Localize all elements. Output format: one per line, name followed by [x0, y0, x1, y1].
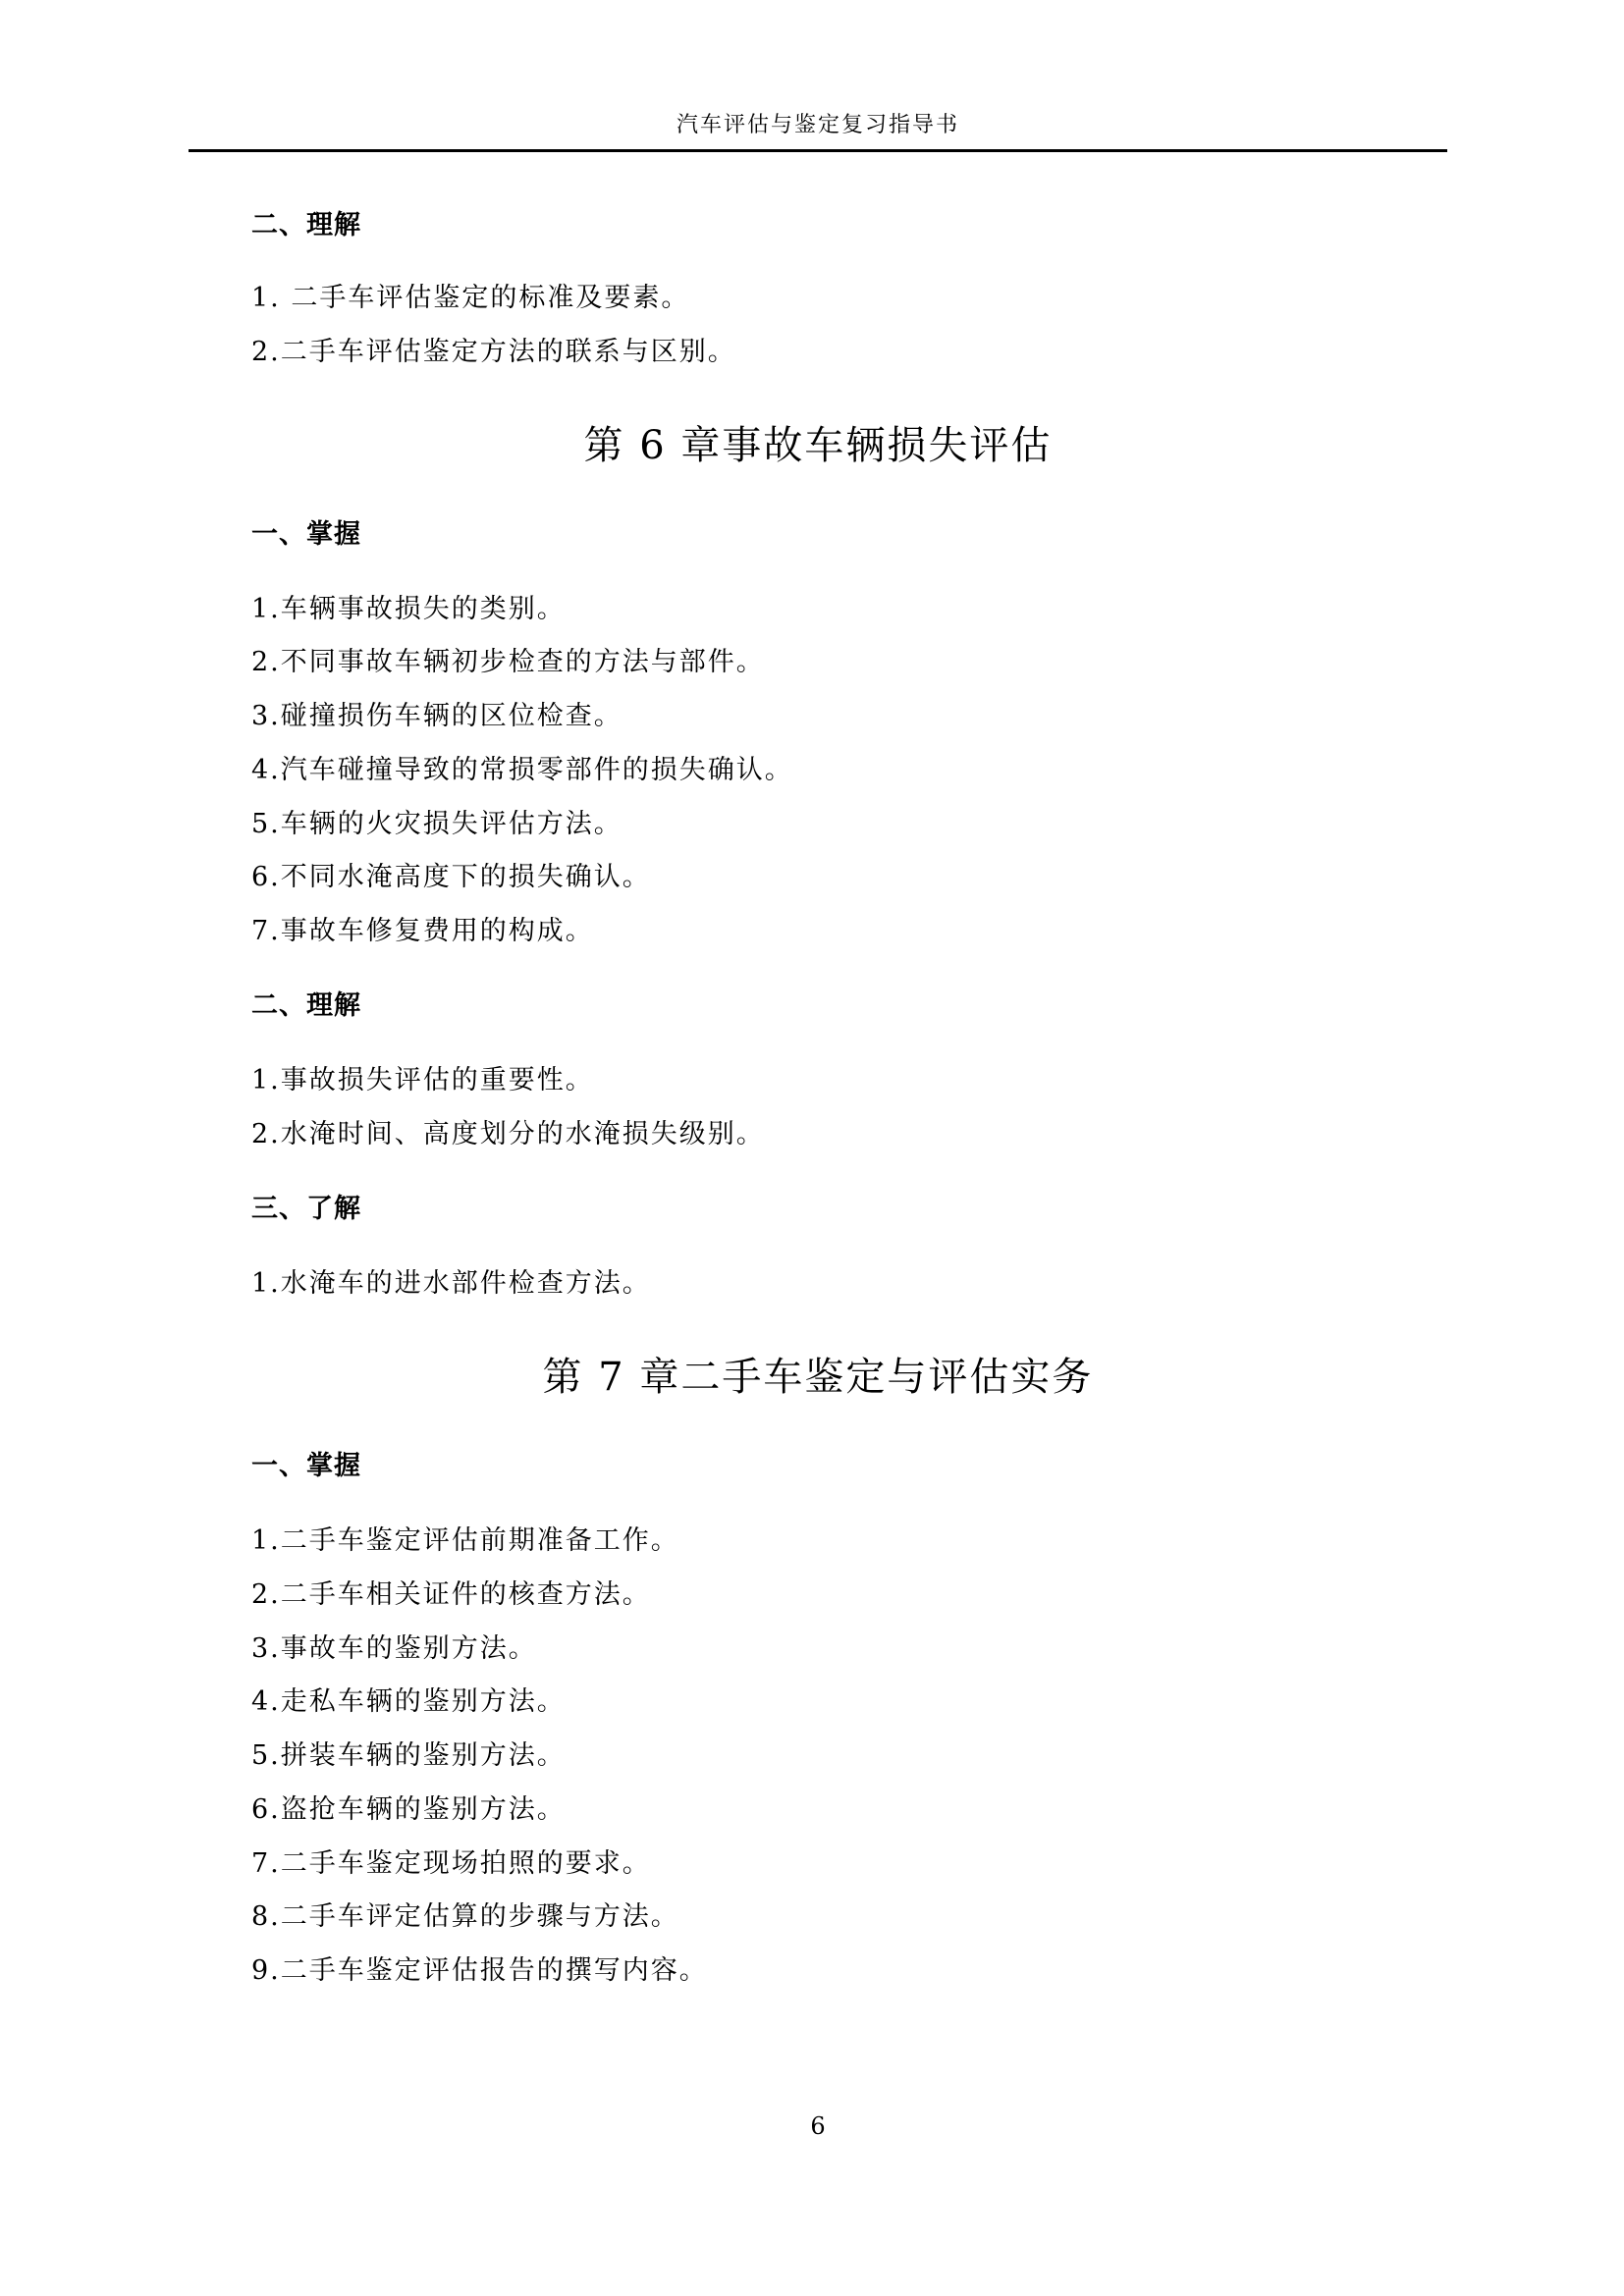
chapter-title: 第 7 章二手车鉴定与评估实务	[542, 1355, 1094, 1400]
list-item: 4.汽车碰撞导致的常损零部件的损失确认。	[251, 755, 793, 785]
section-heading-know: 三、了解	[251, 1194, 361, 1224]
list-item: 1.水淹车的进水部件检查方法。	[251, 1268, 651, 1299]
page-number: 6	[810, 2112, 826, 2140]
section-heading-understand: 二、理解	[251, 990, 361, 1021]
list-item: 5.拼装车辆的鉴别方法。	[251, 1740, 566, 1771]
list-item: 2.二手车相关证件的核查方法。	[251, 1579, 651, 1610]
list-item: 9.二手车鉴定评估报告的撰写内容。	[251, 1955, 708, 1986]
list-item: 3.碰撞损伤车辆的区位检查。	[251, 701, 623, 731]
list-item: 2.不同事故车辆初步检查的方法与部件。	[251, 647, 765, 677]
section-heading-master: 一、掌握	[251, 1451, 361, 1481]
list-item: 1.车辆事故损失的类别。	[251, 594, 566, 624]
list-item: 5.车辆的火灾损失评估方法。	[251, 809, 623, 839]
list-item: 4.走私车辆的鉴别方法。	[251, 1686, 566, 1717]
list-item: 2.二手车评估鉴定方法的联系与区别。	[251, 337, 736, 367]
list-item: 8.二手车评定估算的步骤与方法。	[251, 1901, 679, 1932]
section-heading-master: 一、掌握	[251, 519, 361, 550]
chapter-title: 第 6 章事故车辆损失评估	[583, 423, 1053, 468]
list-item: 7.二手车鉴定现场拍照的要求。	[251, 1848, 651, 1879]
running-header: 汽车评估与鉴定复习指导书	[676, 113, 959, 137]
list-item: 1.事故损失评估的重要性。	[251, 1065, 594, 1095]
list-item: 2.水淹时间、高度划分的水淹损失级别。	[251, 1119, 765, 1149]
list-item: 3.事故车的鉴别方法。	[251, 1633, 537, 1664]
list-item: 1. 二手车评估鉴定的标准及要素。	[251, 283, 690, 313]
header-rule	[189, 149, 1447, 152]
list-item: 7.事故车修复费用的构成。	[251, 916, 594, 946]
list-item: 6.盗抢车辆的鉴别方法。	[251, 1794, 566, 1825]
list-item: 1.二手车鉴定评估前期准备工作。	[251, 1525, 679, 1556]
section-heading-understand: 二、理解	[251, 210, 361, 240]
list-item: 6.不同水淹高度下的损失确认。	[251, 862, 651, 892]
